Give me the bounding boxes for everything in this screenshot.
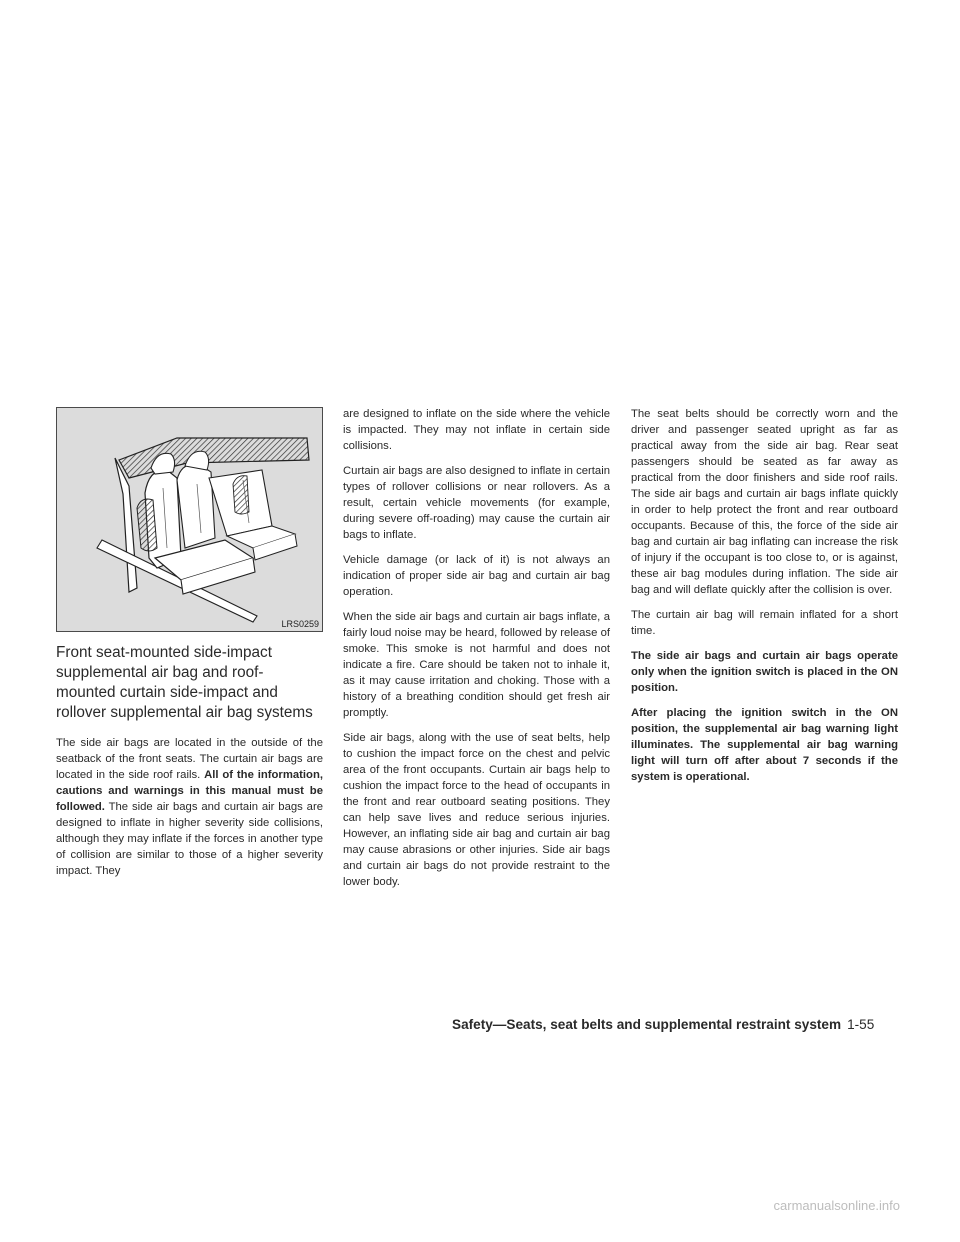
airbag-illustration (56, 407, 323, 632)
col2-paragraph: Curtain air bags are also designed to inflate in certain types of rollover collisions or near rollovers. As a result, certain vehicle movements (for example, during severe off-roading) may cause the curtain air bags to inflate. (343, 465, 610, 541)
col2-paragraph: Vehicle damage (or lack of it) is not always an indication of proper side air bag and curtain air bag operation. (343, 554, 610, 598)
col3-bold-paragraph: After placing the ignition switch in the ON position, the supplemental air bag warning light illuminates. The supplemental air bag warning light will turn off after about 7 seconds if the system is operational. (631, 707, 898, 783)
col2-paragraph: are designed to inflate on the side where the vehicle is impacted. They may not inflate in certain side collisions. (343, 408, 610, 452)
intro-paragraph (56, 735, 323, 879)
section-title: Front seat-mounted side-impact supplemental air bag and roof-mounted curtain side-impact and rollover supplemental air bag systems (56, 644, 313, 721)
intro-text-1: The side air bags are located in the outside of the seatback of the front seats. The curtain air bags are located in the side roof rails. (56, 737, 323, 781)
column-1 (56, 407, 323, 888)
page-number: 1-55 (847, 1017, 875, 1032)
col3-bold-paragraph: The side air bags and curtain air bags operate only when the ignition switch is placed in the ON position. (631, 650, 898, 694)
intro-bold-text: All of the information, cautions and warnings in this manual must be followed. (56, 769, 323, 813)
col2-paragraph: Side air bags, along with the use of seat belts, help to cushion the impact force on the chest and pelvic area of the front occupants. Curtain air bags help to cushion the impact force to the head of occupants in the front and rear outboard seating positions. They can help save lives and reduce serious injuries. However, an inflating side air bag and curtain air bag may cause abrasions or other injuries. Side air bags and curtain air bags do not provide restraint to the lower body. (343, 732, 610, 888)
col3-paragraph: The seat belts should be correctly worn and the driver and passenger seated upright as far as practical away from the side air bag. Rear seat passengers should be seated as far away as practical from the door finishers and side roof rails. The side air bags and curtain air bags inflate quickly in order to help protect the front and rear outboard occupants. Because of this, the force of the side air bag and curtain air bag inflating can increase the risk of injury if the occupant is too close to, or is against, these air bag modules during inflation. The side air bag and will deflate quickly after the collision is over. (631, 408, 898, 596)
seat-airbag-drawing (57, 408, 322, 631)
col2-paragraph: When the side air bags and curtain air bags inflate, a fairly loud noise may be heard, followed by release of smoke. This smoke is not harmful and does not indicate a fire. Care should be taken not to inhale it, as it may cause irritation and choking. Those with a history of a breathing condition should get fresh air promptly. (343, 611, 610, 719)
page-footer (452, 1017, 912, 1032)
figure-label: LRS0259 (281, 619, 319, 629)
intro-text-2: The side air bags and curtain air bags are designed to inflate in higher severity side collisions, although they may inflate if the forces in another type of collision are similar to those of a higher severity impact. They (56, 801, 323, 877)
watermark: carmanualsonline.info (773, 1198, 900, 1213)
column-3 (631, 406, 898, 794)
column-2 (343, 406, 610, 899)
footer-section-title: Safety—Seats, seat belts and supplemental restraint system (452, 1017, 842, 1032)
col3-paragraph: The curtain air bag will remain inflated for a short time. (631, 609, 898, 637)
